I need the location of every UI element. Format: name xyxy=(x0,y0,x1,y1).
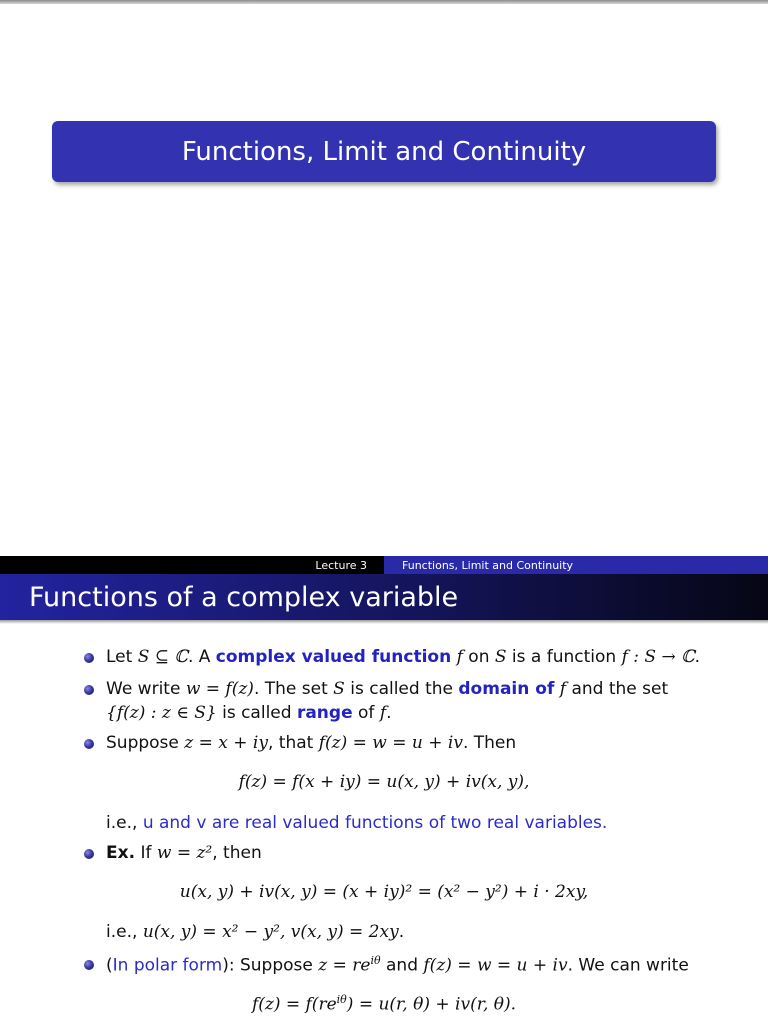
text: , that xyxy=(267,733,319,753)
bullet-marker xyxy=(84,653,94,663)
text: . xyxy=(386,703,392,723)
math: z = x + iy xyxy=(184,733,268,753)
text: ): Suppose xyxy=(222,955,319,976)
bullet-4-note xyxy=(106,922,404,942)
math: f(z) = f(re xyxy=(251,994,337,1015)
math: S ⊆ ℂ xyxy=(137,647,188,667)
text: is called the xyxy=(344,679,459,699)
text: . Then xyxy=(462,733,517,753)
math: z = re xyxy=(318,955,371,976)
equation-2: u(x, y) + iv(x, y) = (x + iy)² = (x² − y²) + i · 2xy, xyxy=(179,882,589,902)
text: Let xyxy=(106,647,138,667)
math: w = f(z) xyxy=(185,679,254,699)
top-edge xyxy=(0,0,768,4)
math: f xyxy=(379,703,387,723)
bullet-5 xyxy=(106,954,689,976)
text: and the set xyxy=(566,679,669,699)
text: of xyxy=(352,703,380,723)
text: on xyxy=(462,647,495,667)
bullet-marker xyxy=(84,739,94,749)
text: . xyxy=(398,922,405,942)
slide-title-box xyxy=(52,121,716,182)
math: f xyxy=(456,647,463,667)
highlight-polar-form: In polar form xyxy=(112,955,223,976)
bullet-1 xyxy=(106,647,700,667)
text: . The set xyxy=(253,679,334,699)
bullet-marker xyxy=(84,849,94,859)
text: i.e., xyxy=(106,813,143,833)
text: i.e., xyxy=(106,922,143,942)
text: Suppose xyxy=(106,733,185,753)
math: {f(z) : z ∈ S} xyxy=(106,703,217,723)
slide-title: Functions, Limit and Continuity xyxy=(181,136,587,167)
bullet-marker xyxy=(84,685,94,695)
text: . A xyxy=(187,647,216,667)
math: ) = u(r, θ) + iv(r, θ). xyxy=(346,994,517,1015)
headline-lecture: Lecture 3 xyxy=(0,556,384,574)
frame-title-text: Functions of a complex variable xyxy=(29,581,459,613)
bullet-2-line2 xyxy=(106,703,392,723)
math-superscript: iθ xyxy=(336,993,347,1006)
frame-title-shadow xyxy=(0,620,768,624)
math: S xyxy=(333,679,345,699)
text: If xyxy=(135,843,157,863)
bullet-marker xyxy=(84,960,94,970)
equation-1: f(z) = f(x + iy) = u(x, y) + iv(x, y), xyxy=(238,772,530,792)
math: f(z) = w = u + iv xyxy=(318,733,463,753)
bullet-3 xyxy=(106,733,516,753)
text: ( xyxy=(106,955,113,976)
math: w = z² xyxy=(156,843,213,863)
frame-title xyxy=(0,574,768,620)
math: f : S → ℂ xyxy=(621,647,695,667)
math: f xyxy=(559,679,567,699)
text: is a function xyxy=(506,647,622,667)
bullet-4 xyxy=(106,843,262,863)
text: and xyxy=(380,955,424,976)
term-range: range xyxy=(296,703,353,723)
headline-bar xyxy=(0,556,768,574)
math: S xyxy=(494,647,507,667)
text: . We can write xyxy=(567,955,689,976)
highlight-note: u and v are real valued functions of two real variables. xyxy=(142,813,608,833)
term-complex-valued-function: complex valued function xyxy=(215,647,452,667)
example-label: Ex. xyxy=(106,843,136,863)
math: f(z) = w = u + iv xyxy=(423,955,568,976)
text: is called xyxy=(216,703,297,723)
math-superscript: iθ xyxy=(370,954,381,967)
text: , then xyxy=(212,843,262,863)
text: . xyxy=(694,647,701,667)
bullet-2-line1 xyxy=(106,679,668,699)
equation-3 xyxy=(0,993,768,1015)
text: We write xyxy=(106,679,186,699)
bullet-3-note xyxy=(106,813,607,833)
term-domain: domain of xyxy=(458,679,555,699)
math: u(x, y) = x² − y², v(x, y) = 2xy xyxy=(142,922,399,942)
headline-section: Functions, Limit and Continuity xyxy=(384,556,768,574)
